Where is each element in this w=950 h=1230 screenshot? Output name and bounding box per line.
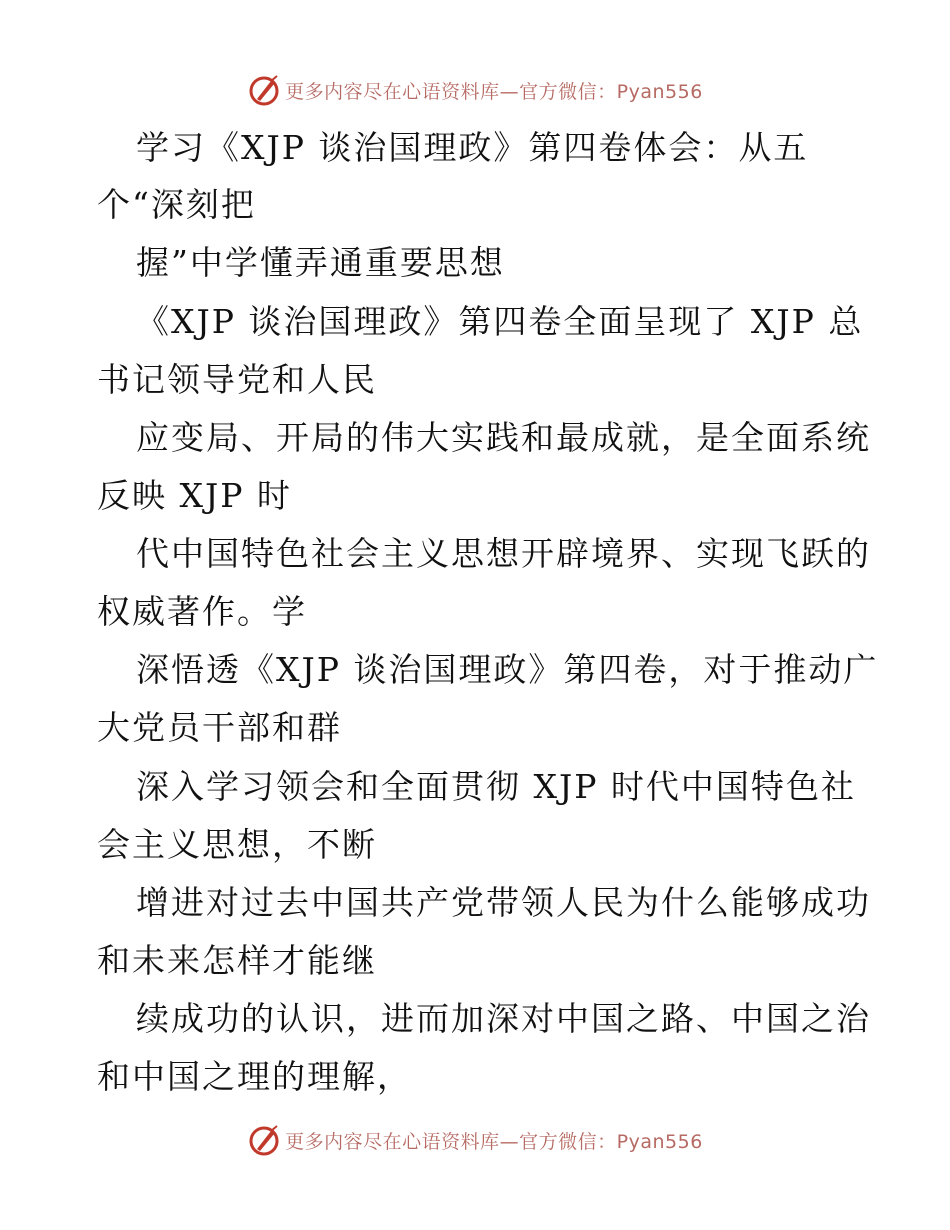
quill-logo-icon [247, 1123, 281, 1157]
text-line: 和中国之理的理解， [97, 1057, 412, 1096]
text-line: 握”中学懂弄通重要思想 [136, 243, 505, 282]
text-line: 深入学习领会和全面贯彻 XJP 时代中国特色社 [136, 767, 856, 806]
text-line: 学习《XJP 谈治国理政》第四卷体会：从五 [136, 128, 809, 167]
text-line: 应变局、开局的伟大实践和最成就，是全面系统 [136, 418, 871, 457]
header-banner [0, 70, 950, 110]
footer-banner [0, 1120, 950, 1160]
text-line: 续成功的认识，进而加深对中国之路、中国之治 [136, 999, 871, 1038]
text-line: 书记领导党和人民 [97, 360, 377, 399]
text-line: 反映 XJP 时 [97, 476, 292, 515]
text-line: 权威著作。学 [97, 592, 307, 631]
text-line: 深悟透《XJP 谈治国理政》第四卷，对于推动广 [136, 650, 879, 689]
text-line: 大党员干部和群 [97, 708, 342, 747]
text-line: 个“深刻把 [97, 185, 256, 224]
text-line: 和未来怎样才能继 [97, 941, 377, 980]
text-line: 代中国特色社会主义思想开辟境界、实现飞跃的 [136, 534, 871, 573]
text-line: 《XJP 谈治国理政》第四卷全面呈现了 XJP 总 [136, 302, 864, 341]
text-line: 增进对过去中国共产党带领人民为什么能够成功 [136, 883, 871, 922]
quill-logo-icon [247, 73, 281, 107]
footer-banner-text: 更多内容尽在心语资料库—官方微信：Pyan556 [285, 1130, 703, 1153]
header-banner-text: 更多内容尽在心语资料库—官方微信：Pyan556 [285, 80, 703, 103]
text-line: 会主义思想，不断 [97, 825, 377, 864]
